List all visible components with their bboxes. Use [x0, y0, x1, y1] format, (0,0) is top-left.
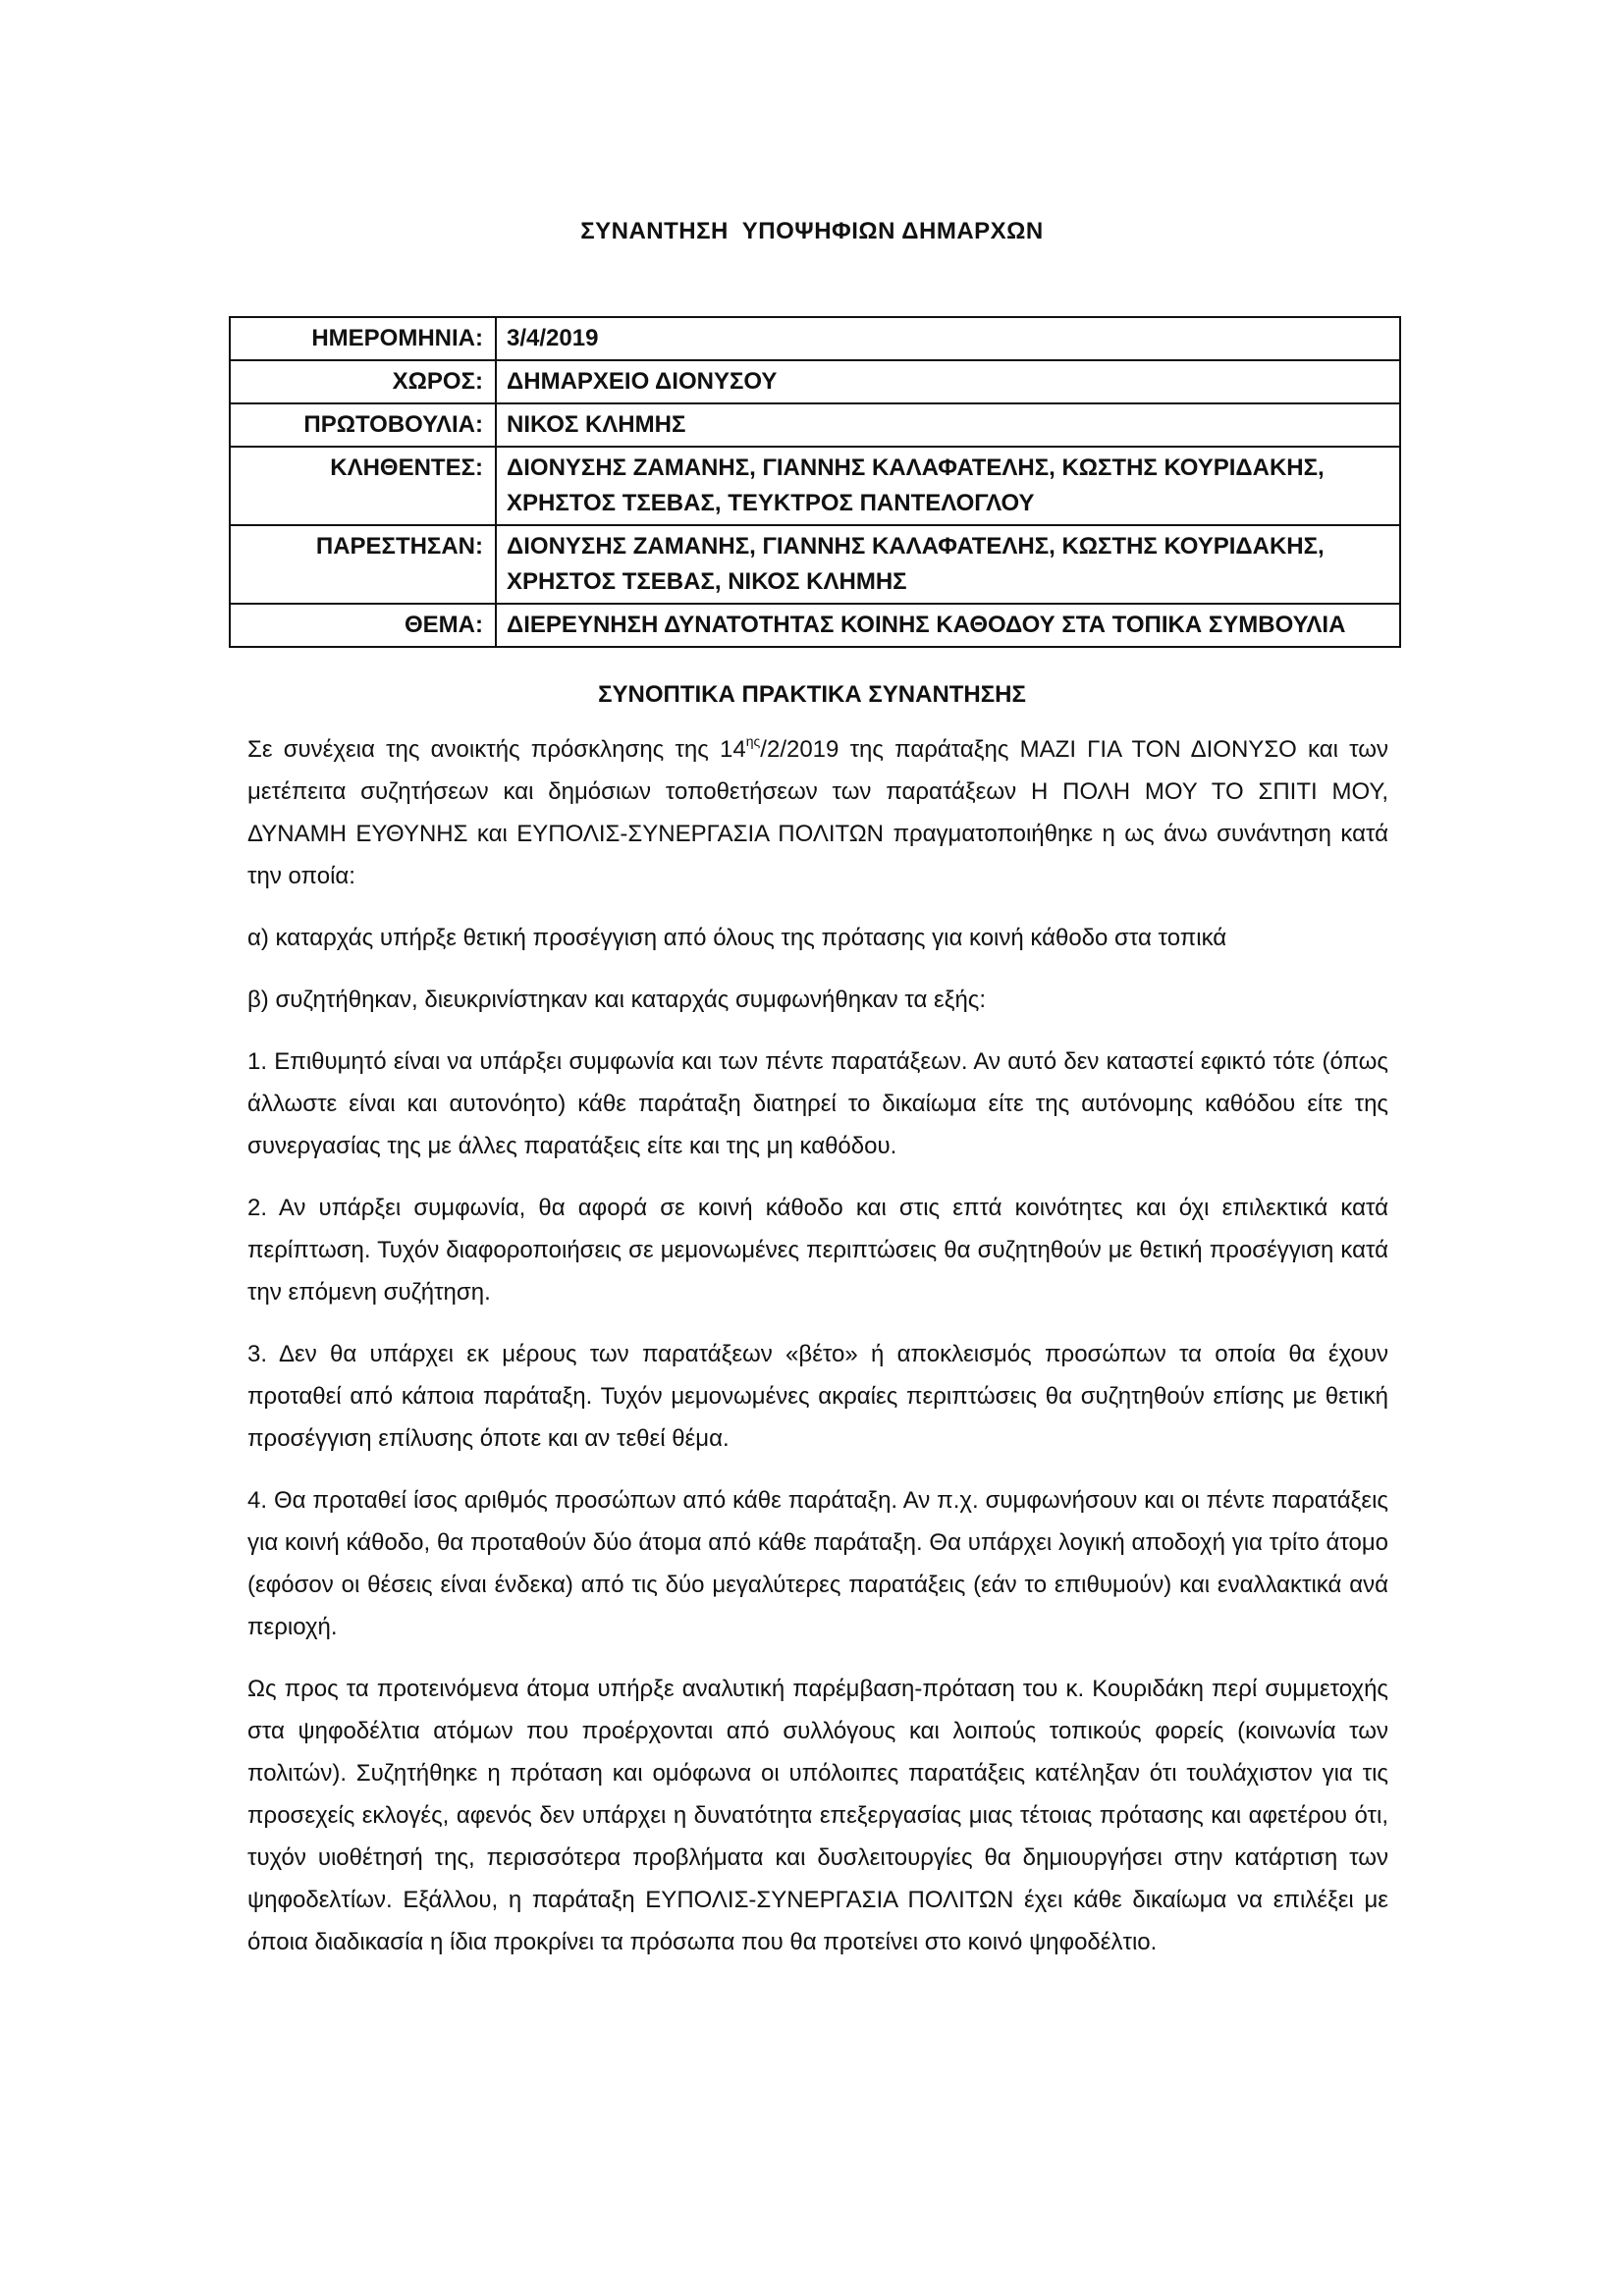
section-title: ΣΥΝΟΠΤΙΚΑ ΠΡΑΚΤΙΚΑ ΣΥΝΑΝΤΗΣΗΣ: [598, 681, 1026, 708]
paragraph-b: β) συζητήθηκαν, διευκρινίστηκαν και καταρχάς συμφωνήθηκαν τα εξής:: [247, 987, 987, 1013]
meta-row-subject: [230, 604, 1400, 647]
meta-row-initiative: [230, 403, 1400, 447]
paragraph-a: α) καταρχάς υπήρξε θετική προσέγγιση από όλους της πρότασης για κοινή κάθοδο στα τοπικά: [247, 925, 1227, 951]
meta-label: ΠΡΩΤΟΒΟΥΛΙΑ:: [230, 403, 496, 447]
meta-row-place: [230, 360, 1400, 403]
meeting-info-table: [229, 316, 1401, 648]
meta-row-attended: [230, 525, 1400, 604]
agreement-point-2: 2. Αν υπάρξει συμφωνία, θα αφορά σε κοινή κάθοδο και στις επτά κοινότητες και όχι επιλεκτικά κατά περίπτωση. Τυχόν διαφοροποιήσεις σε μεμονωμένες περιπτώσεις θα συζητηθούν με θετική προσέγγιση κατά την επόμενη συζήτηση.: [247, 1195, 1388, 1306]
meta-row-invited: [230, 447, 1400, 525]
intro-text-start: Σε συνέχεια της ανοικτής πρόσκλησης της 14: [247, 736, 746, 763]
agreement-point-3: 3. Δεν θα υπάρχει εκ μέρους των παρατάξεων «βέτο» ή αποκλεισμός προσώπων τα οποία θα έχουν προταθεί από κάποια παράταξη. Τυχόν μεμονωμένες ακραίες περιπτώσεις θα συζητηθούν επίσης με θετική προσέγγιση επίλυσης όποτε και αν τεθεί θέμα.: [247, 1341, 1388, 1452]
meta-value: 3/4/2019: [496, 317, 1400, 360]
meta-row-date: [230, 317, 1400, 360]
meta-value: ΔΙΕΡΕΥΝΗΣΗ ΔΥΝΑΤΟΤΗΤΑΣ ΚΟΙΝΗΣ ΚΑΘΟΔΟΥ ΣΤΑ ΤΟΠΙΚΑ ΣΥΜΒΟΥΛΙΑ: [496, 604, 1400, 647]
intro-paragraph: [247, 728, 1388, 897]
ordinal-superscript: ης: [745, 733, 761, 749]
meta-value: ΔΙΟΝΥΣΗΣ ΖΑΜΑΝΗΣ, ΓΙΑΝΝΗΣ ΚΑΛΑΦΑΤΕΛΗΣ, ΚΩΣΤΗΣ ΚΟΥΡΙΔΑΚΗΣ, ΧΡΗΣΤΟΣ ΤΣΕΒΑΣ, ΤΕΥΚΤΡΟΣ ΠΑΝΤΕΛΟΓΛΟΥ: [496, 447, 1400, 525]
intro-text-end: /2/2019 της παράταξης ΜΑΖΙ ΓΙΑ ΤΟΝ ΔΙΟΝΥΣΟ και των μετέπειτα συζητήσεων και δημόσιων τοποθετήσεων των παρατάξεων Η ΠΟΛΗ ΜΟΥ ΤΟ ΣΠΙΤΙ ΜΟΥ, ΔΥΝΑΜΗ ΕΥΘΥΝΗΣ και ΕΥΠΟΛΙΣ-ΣΥΝΕΡΓΑΣΙΑ ΠΟΛΙΤΩΝ πραγματοποιήθηκε η ως άνω συνάντηση κατά την οποία:: [247, 736, 1389, 889]
meta-value: ΔΙΟΝΥΣΗΣ ΖΑΜΑΝΗΣ, ΓΙΑΝΝΗΣ ΚΑΛΑΦΑΤΕΛΗΣ, ΚΩΣΤΗΣ ΚΟΥΡΙΔΑΚΗΣ, ΧΡΗΣΤΟΣ ΤΣΕΒΑΣ, ΝΙΚΟΣ ΚΛΗΜΗΣ: [496, 525, 1400, 604]
meta-label: ΗΜΕΡΟΜΗΝΙΑ:: [230, 317, 496, 360]
agreement-point-1: 1. Επιθυμητό είναι να υπάρξει συμφωνία και των πέντε παρατάξεων. Αν αυτό δεν καταστεί εφικτό τότε (όπως άλλωστε είναι και αυτονόητο) κάθε παράταξη διατηρεί το δικαίωμα είτε της αυτόνομης καθόδου είτε της συνεργασίας της με άλλες παρατάξεις είτε και της μη καθόδου.: [247, 1048, 1388, 1159]
document-title: ΣΥΝΑΝΤΗΣΗ ΥΠΟΨΗΦΙΩΝ ΔΗΜΑΡΧΩΝ: [580, 218, 1044, 244]
minutes-body: [247, 728, 1388, 1983]
meta-value: ΔΗΜΑΡΧΕΙΟ ΔΙΟΝΥΣΟΥ: [496, 360, 1400, 403]
closing-paragraph: Ως προς τα προτεινόμενα άτομα υπήρξε αναλυτική παρέμβαση-πρόταση του κ. Κουριδάκη περί συμμετοχής στα ψηφοδέλτια ατόμων που προέρχονται από συλλόγους και λοιπούς τοπικούς φορείς (κοινωνία των πολιτών). Συζητήθηκε η πρόταση και ομόφωνα οι υπόλοιπες παρατάξεις κατέληξαν ότι τουλάχιστον για τις προσεχείς εκλογές, αφενός δεν υπάρχει η δυνατότητα επεξεργασίας μιας τέτοιας πρότασης και αφετέρου ότι, τυχόν υιοθέτησή της, περισσότερα προβλήματα και δυσλειτουργίες θα δημιουργήσει στην κατάρτιση των ψηφοδελτίων. Εξάλλου, η παράταξη ΕΥΠΟΛΙΣ-ΣΥΝΕΡΓΑΣΙΑ ΠΟΛΙΤΩΝ έχει κάθε δικαίωμα να επιλέξει με όποια διαδικασία η ίδια προκρίνει τα πρόσωπα που θα προτείνει στο κοινό ψηφοδέλτιο.: [247, 1676, 1388, 1955]
meta-label: ΠΑΡΕΣΤΗΣΑΝ:: [230, 525, 496, 604]
meta-label: ΧΩΡΟΣ:: [230, 360, 496, 403]
meta-value: ΝΙΚΟΣ ΚΛΗΜΗΣ: [496, 403, 1400, 447]
meta-label: ΚΛΗΘΕΝΤΕΣ:: [230, 447, 496, 525]
agreement-point-4: 4. Θα προταθεί ίσος αριθμός προσώπων από κάθε παράταξη. Αν π.χ. συμφωνήσουν και οι πέντε παρατάξεις για κοινή κάθοδο, θα προταθούν δύο άτομα από κάθε παράταξη. Θα υπάρχει λογική αποδοχή για τρίτο άτομο (εφόσον οι θέσεις είναι ένδεκα) από τις δύο μεγαλύτερες παρατάξεις (εάν το επιθυμούν) και εναλλακτικά ανά περιοχή.: [247, 1487, 1388, 1640]
meta-label: ΘΕΜΑ:: [230, 604, 496, 647]
